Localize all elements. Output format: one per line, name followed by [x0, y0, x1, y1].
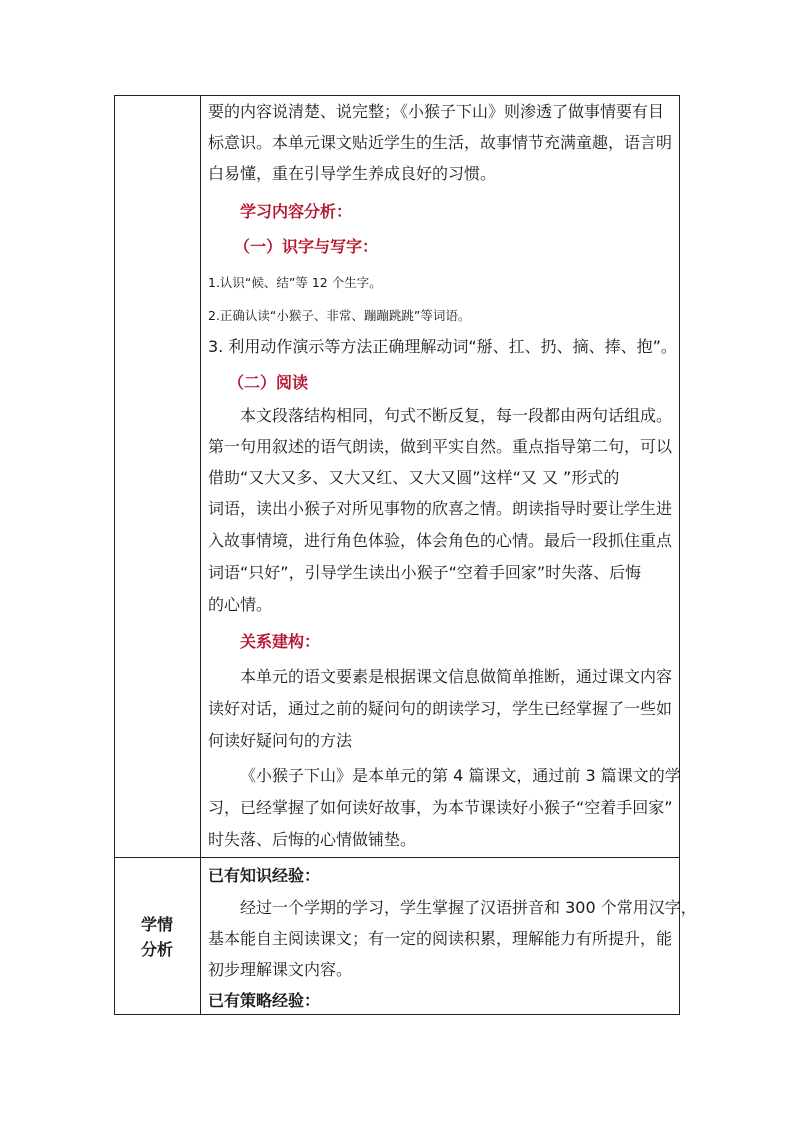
- paragraph-line: 本单元的语文要素是根据课文信息做简单推断，通过课文内容: [240, 667, 673, 686]
- list-item: 2.正确认读“小猴子、非常、蹦蹦跳跳”等词语。: [208, 308, 471, 323]
- row-label-line-1: 学情: [140, 915, 173, 934]
- text-line: 要的内容说清楚、说完整；《小猴子下山》则渗透了做事情要有目: [208, 102, 665, 121]
- paragraph-line: 时失落、后悔的心情做铺垫。: [208, 830, 417, 849]
- paragraph-line: 词语，读出小猴子对所见事物的欣喜之情。朗读指导时要让学生进: [208, 499, 673, 518]
- heading-learning-content: 学习内容分析：: [240, 202, 353, 221]
- paragraph-line: 习，已经掌握了如何读好故事，为本节课读好小猴子“空着手回家”: [208, 798, 673, 817]
- heading-relation-construction: 关系建构：: [240, 632, 321, 651]
- row-label-line-2: 分析: [140, 940, 173, 959]
- paragraph-line: 的心情。: [208, 595, 273, 614]
- paragraph-line: 本文段落结构相同，句式不断反复，每一段都由两句话组成。: [240, 406, 673, 425]
- paragraph-line: 初步理解课文内容。: [208, 960, 353, 979]
- text-line: 白易懂，重在引导学生养成良好的习惯。: [208, 164, 497, 183]
- paragraph-line: 经过一个学期的学习，学生掌握了汉语拼音和 300 个常用汉字，: [240, 898, 697, 917]
- text-line: 标意识。本单元课文贴近学生的生活，故事情节充满童趣，语言明: [208, 133, 673, 152]
- column-divider: [200, 95, 201, 1015]
- paragraph-line: 《小猴子下山》是本单元的第 4 篇课文，通过前 3 篇课文的学: [240, 766, 681, 785]
- list-item: 1.认识“候、结”等 12 个生字。: [208, 275, 382, 290]
- heading-prior-knowledge: 已有知识经验：: [208, 866, 321, 885]
- heading-section-reading: （二）阅读: [228, 373, 309, 392]
- lesson-table: [114, 95, 680, 1015]
- list-item: 3. 利用动作演示等方法正确理解动词“掰、扛、扔、摘、捧、抱”。: [208, 337, 677, 356]
- paragraph-line: 何读好疑问句的方法: [208, 731, 353, 750]
- paragraph-line: 读好对话，通过之前的疑问句的朗读学习，学生已经掌握了一些如: [208, 699, 673, 718]
- row-label-student-analysis: [114, 912, 200, 962]
- heading-section-literacy: （一）识字与写字：: [234, 237, 379, 256]
- paragraph-line: 第一句用叙述的语气朗读，做到平实自然。重点指导第二句，可以: [208, 437, 673, 456]
- paragraph-line: 入故事情境，进行角色体验，体会角色的心情。最后一段抓住重点: [208, 531, 673, 550]
- paragraph-line: 基本能自主阅读课文；有一定的阅读积累，理解能力有所提升，能: [208, 929, 673, 948]
- heading-prior-strategy: 已有策略经验：: [208, 991, 321, 1010]
- paragraph-line: 借助“又大又多、又大又红、又大又圆”这样“又 又 ”形式的: [208, 468, 620, 487]
- row-divider: [114, 857, 680, 858]
- paragraph-line: 词语“只好”，引导学生读出小猴子“空着手回家”时失落、后悔: [208, 563, 642, 582]
